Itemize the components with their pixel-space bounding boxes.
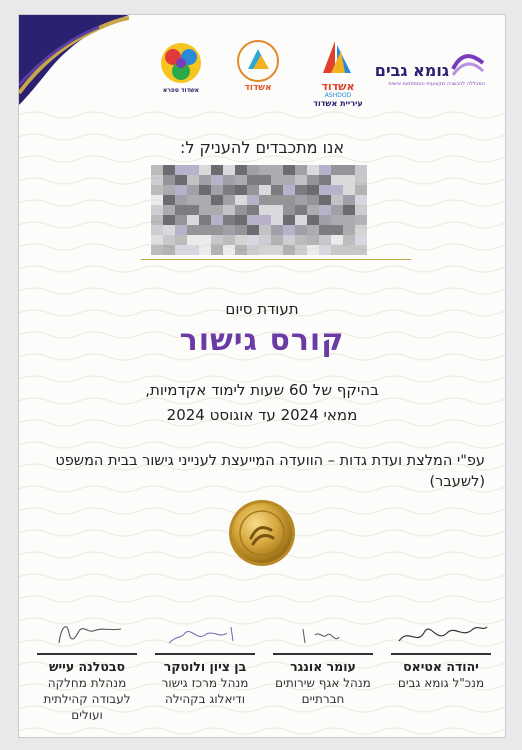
signatory-name: יהודה אטיאס <box>403 658 479 674</box>
gome-wave-icon <box>451 49 485 77</box>
signatory-role: מנהלת מחלקה לעבודה קהילתית ועולים <box>43 675 131 722</box>
redacted-recipient-name <box>151 165 367 255</box>
gold-seal-icon <box>227 498 297 568</box>
signatory-role: מנהל מרכז גישור ודיאלוג בקהילה <box>161 675 249 706</box>
partner-logos <box>149 37 485 108</box>
ashdod-caption: עיריית אשדוד <box>313 99 363 108</box>
gome-name: גומא גבים <box>374 61 449 80</box>
signature-line <box>37 653 137 655</box>
ashdod-sails-icon <box>311 37 365 77</box>
signatory-3 <box>149 617 261 707</box>
gome-subtitle: המכללה להכשרה מקצועית והתפתחות אישית <box>388 81 485 87</box>
heading-text: אנו מתכבדים להעניק ל: <box>179 138 345 157</box>
signature-1 <box>391 617 491 649</box>
recommendation-text: עפ"י המלצת ועדת גדות – הוועדה המייעצת לענייני גישור בבית המשפט (לשעבר) <box>55 453 485 490</box>
certificate-type: תעודת סיום <box>225 300 299 318</box>
signatory-1 <box>385 617 497 691</box>
ashdod-name: אשדוד <box>321 80 355 93</box>
social-services-icon <box>231 37 285 85</box>
signatory-name: בן ציון ולוטקר <box>163 658 247 674</box>
signatory-role: מנכ"ל גומא גבים <box>397 675 485 690</box>
course-name: קורס גישור <box>179 323 345 358</box>
signature-2 <box>273 617 373 649</box>
signature-4 <box>37 617 137 649</box>
social-services-name: אשדוד <box>244 83 272 93</box>
signatory-name: סבטלנה עייש <box>49 658 125 674</box>
ashdod-latin-name: ASHDOD <box>324 92 352 99</box>
signature-line <box>273 653 373 655</box>
signature-3 <box>155 617 255 649</box>
signature-line <box>391 653 491 655</box>
signatory-role: מנהל אגף שירותים חברתיים <box>275 675 371 706</box>
gome-gavim-logo <box>371 37 487 99</box>
signatory-2 <box>267 617 379 707</box>
course-dates: ממאי 2024 עד אוגוסט 2024 <box>166 406 358 424</box>
signatory-4 <box>31 617 143 723</box>
kehila-logo-name: אשדוד ספרא <box>162 87 200 94</box>
social-services-logo <box>231 37 285 99</box>
gold-divider <box>141 259 411 260</box>
ashdod-municipality-logo <box>311 37 365 108</box>
corner-ribbon-decoration <box>19 15 129 105</box>
course-scope: בהיקף של 60 שעות לימוד אקדמיות, <box>145 381 379 399</box>
certificate-page <box>18 14 506 738</box>
signatory-name: עומר אונגר <box>290 658 356 674</box>
signature-line <box>155 653 255 655</box>
